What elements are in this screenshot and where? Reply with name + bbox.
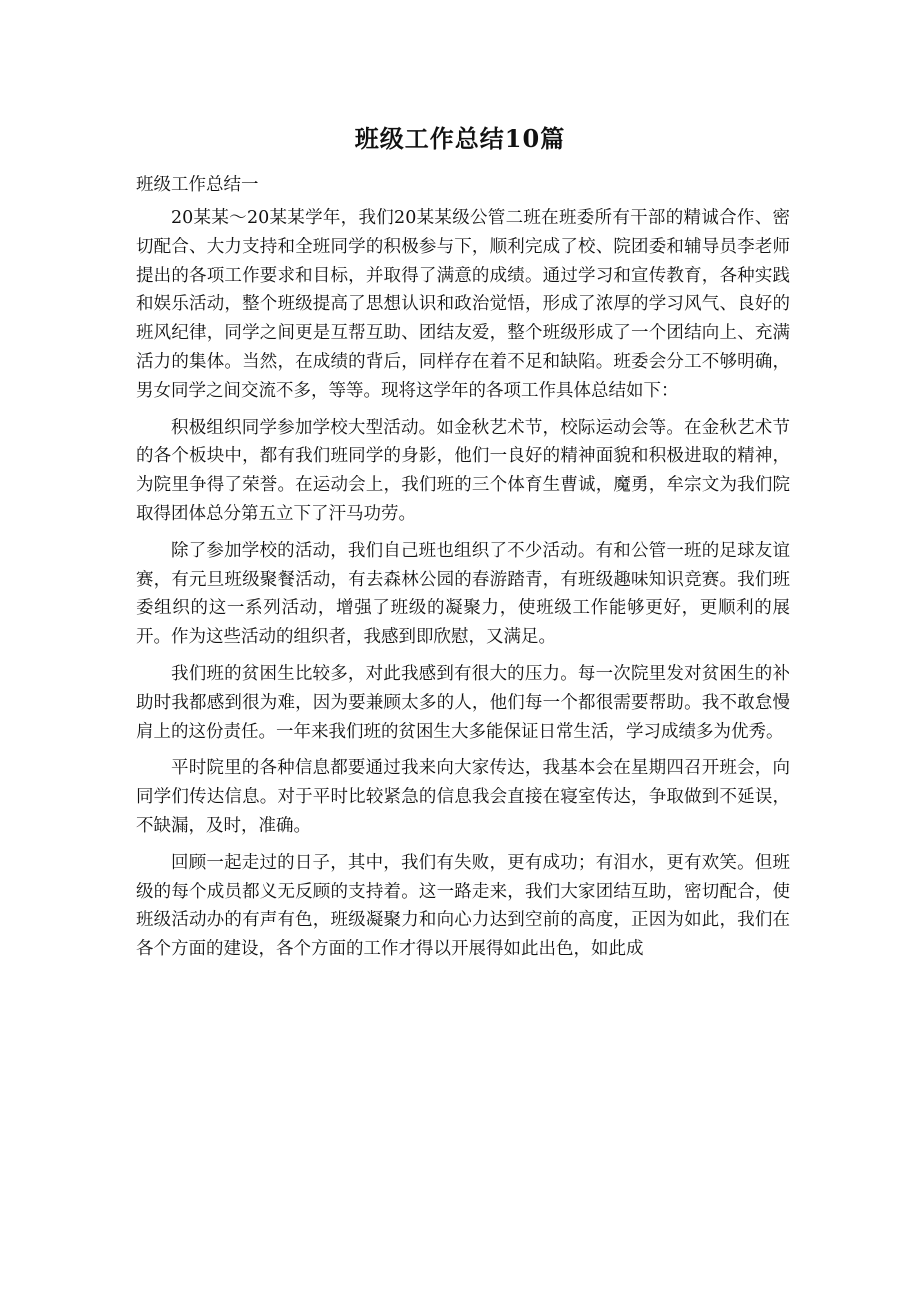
paragraph: 除了参加学校的活动，我们自己班也组织了不少活动。有和公管一班的足球友谊赛，有元旦班级聚餐活动，有去森林公园的春游踏青，有班级趣味知识竞赛。我们班委组织的这一系列活动，增强了班级的凝聚力，使班级工作能够更好，更顺利的展开。作为这些活动的组织者，我感到即欣慰，又满足。 <box>136 540 790 648</box>
paragraph: 20某某～20某某学年，我们20某某级公管二班在班委所有干部的精诚合作、密切配合、大力支持和全班同学的积极参与下，顺利完成了校、院团委和辅导员李老师提出的各项工作要求和目标，并取得了满意的成绩。通过学习和宣传教育，各种实践和娱乐活动，整个班级提高了思想认识和政治觉悟，形成了浓厚的学习风气、良好的班风纪律，同学之间更是互帮互助、团结友爱，整个班级形成了一个团结向上、充满活力的集体。当然，在成绩的背后，同样存在着不足和缺陷。班委会分工不够明确，男女同学之间交流不多，等等。现将这学年的各项工作具体总结如下： <box>136 208 790 401</box>
paragraph: 回顾一起走过的日子，其中，我们有失败，更有成功；有泪水，更有欢笑。但班级的每个成员都义无反顾的支持着。这一路走来，我们大家团结互助，密切配合，使班级活动办的有声有色，班级凝聚力和向心力达到空前的高度，正因为如此，我们在各个方面的建设，各个方面的工作才得以开展得如此出色，如此成 <box>136 852 790 960</box>
paragraph: 我们班的贫困生比较多，对此我感到有很大的压力。每一次院里发对贫困生的补助时我都感到很为难，因为要兼顾太多的人，他们每一个都很需要帮助。我不敢怠慢肩上的这份责任。一年来我们班的贫困生大多能保证日常生活，学习成绩多为优秀。 <box>136 663 790 742</box>
paragraph: 积极组织同学参加学校大型活动。如金秋艺术节，校际运动会等。在金秋艺术节的各个板块中，都有我们班同学的身影，他们一良好的精神面貌和积极进取的精神，为院里争得了荣誉。在运动会上，我们班的三个体育生曹诚，魔勇，牟宗文为我们院取得团体总分第五立下了汗马功劳。 <box>136 417 790 524</box>
document-body <box>136 171 790 972</box>
paragraph: 平时院里的各种信息都要通过我来向大家传达，我基本会在星期四召开班会，向同学们传达信息。对于平时比较紧急的信息我会直接在寝室传达，争取做到不延误，不缺漏，及时，准确。 <box>136 758 790 836</box>
section-heading: 班级工作总结一 <box>136 175 259 195</box>
document-title: 班级工作总结10篇 <box>354 124 566 153</box>
